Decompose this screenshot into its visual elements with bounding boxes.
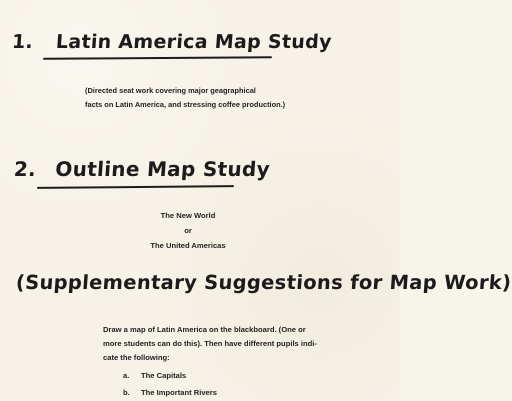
- supplementary-paragraph-line-1: Draw a map of Latin America on the blackboard. (One or: [103, 325, 306, 334]
- section-1-description-line-2: facts on Latin America, and stressing coffee production.): [85, 100, 286, 109]
- section-1-title: Latin America Map Study: [55, 31, 333, 53]
- list-item-text: The Important Rivers: [141, 388, 217, 397]
- section-1-number: 1.: [11, 31, 34, 53]
- section-1-description: [85, 84, 355, 112]
- supplementary-paragraph-line-2: more students can do this). Then have different pupils indi-: [103, 339, 317, 348]
- list-item-marker: a.: [123, 371, 130, 380]
- section-2-center-line-2: or: [184, 226, 192, 235]
- section-2-center-line-3: The United Americas: [150, 241, 226, 250]
- list-item: [123, 367, 263, 384]
- section-1-heading: [11, 31, 332, 53]
- section-2-center-text: [118, 208, 258, 253]
- section-2-number: 2.: [13, 157, 37, 181]
- section-1-underline: [43, 56, 272, 60]
- list-item-text: The Capitals: [141, 371, 187, 380]
- supplementary-paragraph: [103, 323, 358, 365]
- section-1-description-line-1: (Directed seat work covering major geagraphical: [85, 86, 256, 95]
- supplementary-list: [123, 367, 263, 401]
- section-2-heading: [13, 157, 271, 181]
- section-2-center-line-1: The New World: [160, 211, 216, 220]
- list-item-marker: b.: [123, 388, 130, 397]
- list-item: [123, 384, 263, 401]
- section-2-title: Outline Map Study: [54, 157, 271, 181]
- section-2-underline: [37, 185, 234, 189]
- supplementary-paragraph-line-3: cate the following:: [103, 353, 170, 362]
- supplementary-heading: (Supplementary Suggestions for Map Work): [15, 271, 512, 294]
